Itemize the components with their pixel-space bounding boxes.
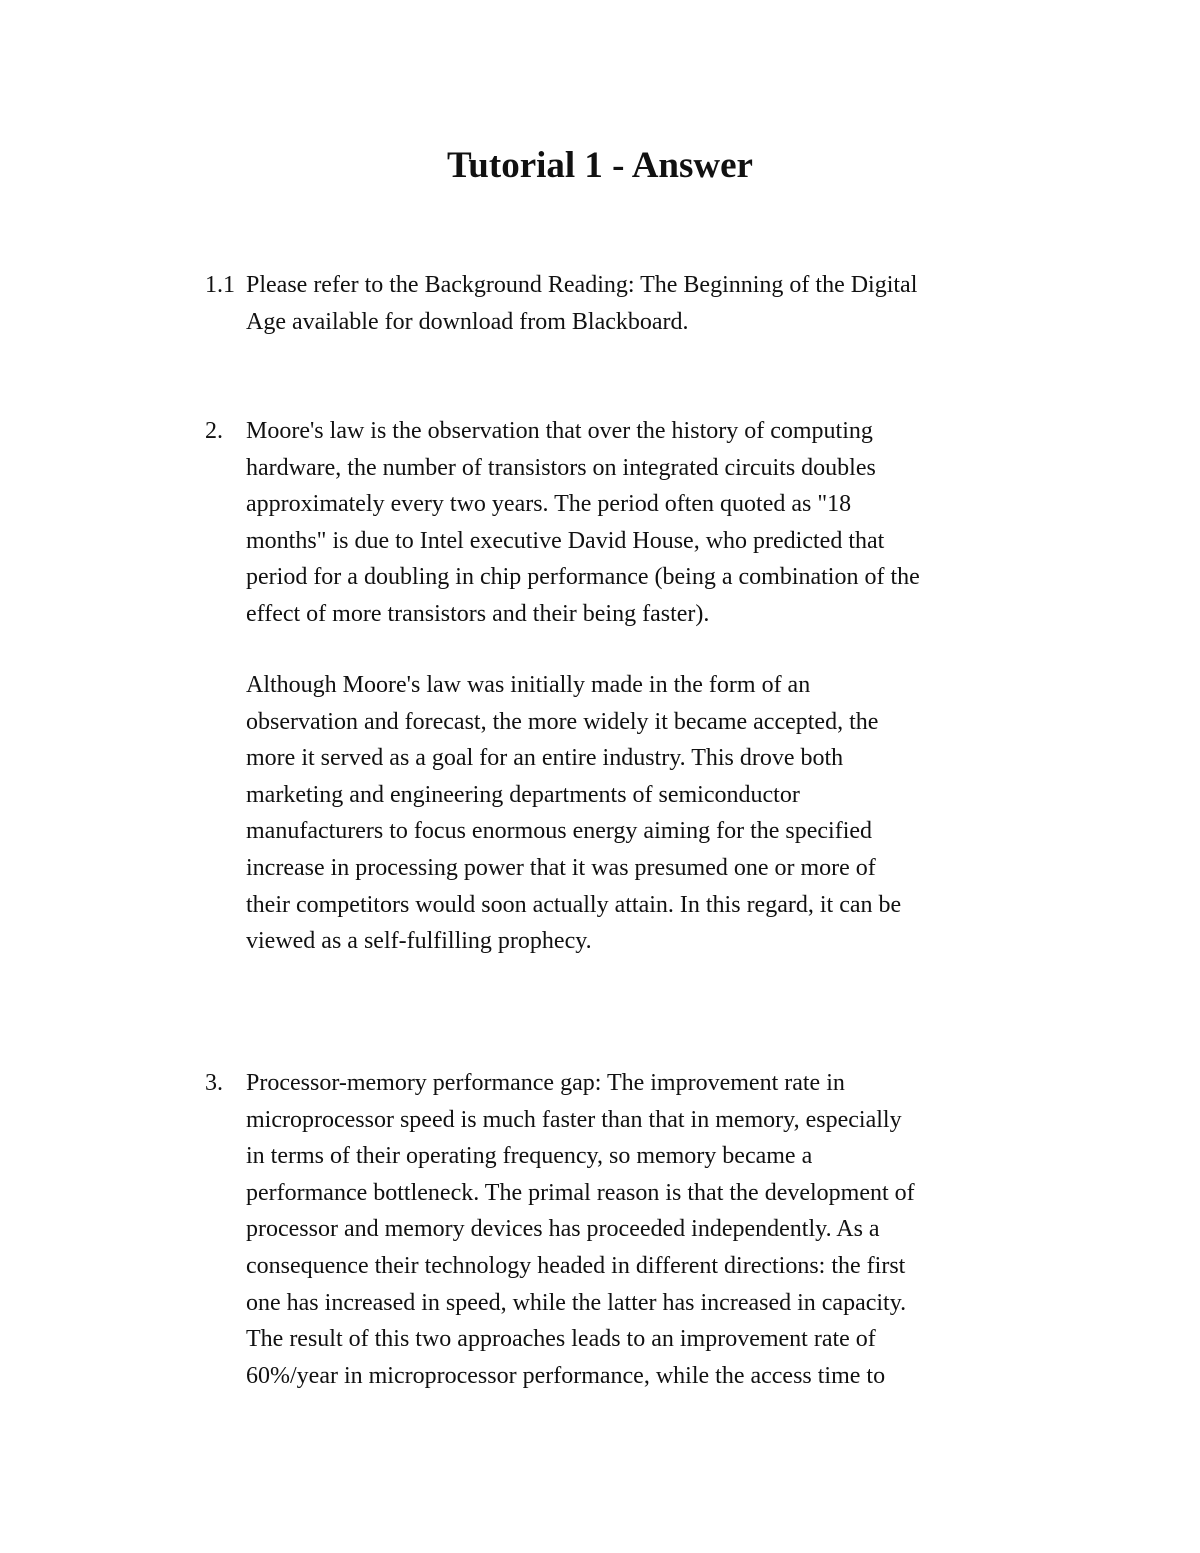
item-text: Moore's law is the observation that over the history of computing hardware, the number of transistors on integrated circuits doubles approximately every two years. The period often quoted as "18 months" is due to Intel executive David House, who predicted that period for a doubling in chip performance (being a combination of the effect of more transistors and their being faster). xyxy=(246,418,920,627)
answer-item-1-1 xyxy=(205,267,1035,340)
item-2-paragraph-2: Although Moore's law was initially made in the form of an observation and forecast, the more widely it became accepted, the more it served as a goal for an entire industry. This drove both marketing and engineering departments of semiconductor manufacturers to focus enormous energy aiming for the specified increase in processing power that it was presumed one or more of their competitors would soon actually attain. In this regard, it can be viewed as a self-fulfilling prophecy. xyxy=(246,672,902,955)
answer-item-2 xyxy=(205,413,1035,633)
page-title: Tutorial 1 - Answer xyxy=(447,145,753,186)
item-text: Please refer to the Background Reading: The Beginning of the Digital Age available for download from Blackboard. xyxy=(246,272,918,335)
item-number: 3. xyxy=(205,1070,223,1096)
item-number: 2. xyxy=(205,418,223,444)
item-number: 1.1 xyxy=(205,272,235,298)
item-text: Processor-memory performance gap: The improvement rate in microprocessor speed is much faster than that in memory, especially in terms of their operating frequency, so memory became a performance bottleneck. The primal reason is that the development of processor and memory devices has proceeded independently. As a consequence their technology headed in different directions: the first one has increased in speed, while the latter has increased in capacity. The result of this two approaches leads to an improvement rate of 60%/year in microprocessor performance, while the access time to xyxy=(246,1070,915,1389)
answer-item-3 xyxy=(205,1065,1035,1394)
